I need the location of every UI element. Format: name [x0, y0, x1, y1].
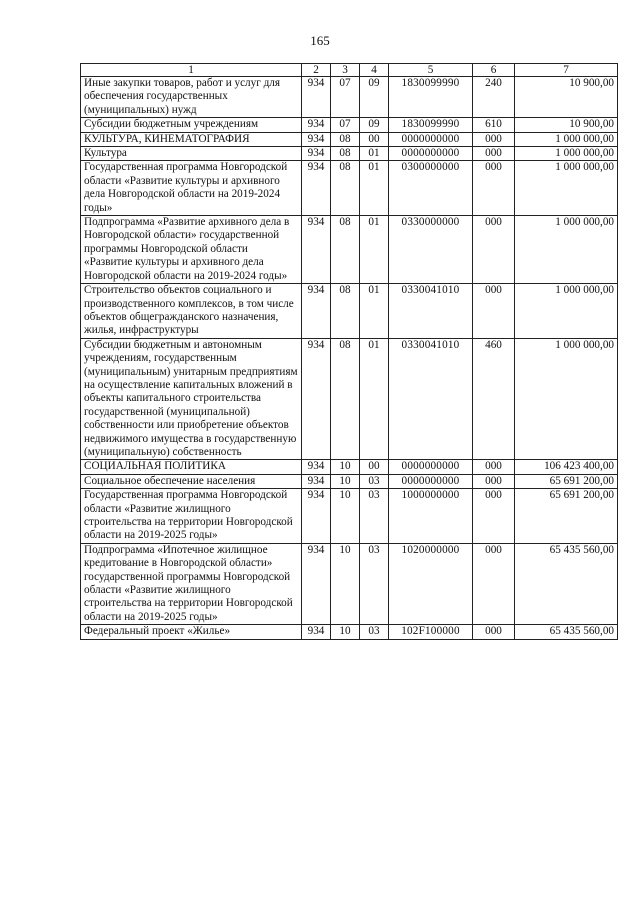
row-section: 10 [331, 543, 360, 624]
table-row [81, 161, 618, 216]
row-ministry-code: 934 [302, 147, 331, 161]
row-expense-type: 000 [473, 147, 515, 161]
row-section: 10 [331, 460, 360, 474]
row-section: 08 [331, 284, 360, 339]
row-name: Подпрограмма «Ипотечное жилищное кредитование в Новгородской области» государственной программы Новгородской области «Развитие жилищного строительства на территории Новгородской области на 2019-2025 годы» [81, 543, 302, 624]
row-expense-type: 000 [473, 132, 515, 146]
row-name: Государственная программа Новгородской области «Развитие жилищного строительства на территории Новгородской области на 2019-2025 годы» [81, 489, 302, 544]
row-subsection: 01 [360, 147, 389, 161]
row-target-article: 0000000000 [389, 132, 473, 146]
row-name: Федеральный проект «Жилье» [81, 625, 302, 639]
table-row [81, 489, 618, 544]
row-ministry-code: 934 [302, 284, 331, 339]
table-row [81, 147, 618, 161]
row-section: 10 [331, 489, 360, 544]
row-name: Государственная программа Новгородской области «Развитие культуры и архивного дела Новгородской области на 2019-2024 годы» [81, 161, 302, 216]
row-subsection: 01 [360, 338, 389, 460]
row-expense-type: 000 [473, 489, 515, 544]
row-target-article: 1830099990 [389, 118, 473, 132]
row-target-article: 1830099990 [389, 77, 473, 118]
row-target-article: 0000000000 [389, 474, 473, 488]
row-subsection: 09 [360, 118, 389, 132]
row-target-article: 0330041010 [389, 338, 473, 460]
row-amount: 10 900,00 [515, 118, 618, 132]
row-ministry-code: 934 [302, 543, 331, 624]
row-expense-type: 000 [473, 543, 515, 624]
row-section: 08 [331, 216, 360, 284]
header-col-1: 1 [81, 64, 302, 77]
row-target-article: 0000000000 [389, 147, 473, 161]
row-amount: 1 000 000,00 [515, 161, 618, 216]
row-name: Культура [81, 147, 302, 161]
table-row [81, 474, 618, 488]
row-amount: 65 691 200,00 [515, 474, 618, 488]
row-subsection: 03 [360, 625, 389, 639]
row-subsection: 03 [360, 474, 389, 488]
row-target-article: 1020000000 [389, 543, 473, 624]
row-section: 07 [331, 118, 360, 132]
row-ministry-code: 934 [302, 161, 331, 216]
row-section: 10 [331, 474, 360, 488]
row-target-article: 1000000000 [389, 489, 473, 544]
row-amount: 1 000 000,00 [515, 147, 618, 161]
row-expense-type: 000 [473, 284, 515, 339]
row-name: КУЛЬТУРА, КИНЕМАТОГРАФИЯ [81, 132, 302, 146]
header-col-3: 3 [331, 64, 360, 77]
row-amount: 1 000 000,00 [515, 216, 618, 284]
row-name: Субсидии бюджетным учреждениям [81, 118, 302, 132]
row-ministry-code: 934 [302, 132, 331, 146]
budget-table [80, 63, 618, 640]
row-amount: 1 000 000,00 [515, 132, 618, 146]
row-ministry-code: 934 [302, 338, 331, 460]
row-subsection: 03 [360, 489, 389, 544]
row-section: 08 [331, 147, 360, 161]
row-target-article: 0000000000 [389, 460, 473, 474]
header-col-6: 6 [473, 64, 515, 77]
row-target-article: 0300000000 [389, 161, 473, 216]
row-target-article: 102F100000 [389, 625, 473, 639]
row-section: 07 [331, 77, 360, 118]
row-amount: 10 900,00 [515, 77, 618, 118]
table-row [81, 118, 618, 132]
row-amount: 65 691 200,00 [515, 489, 618, 544]
row-expense-type: 000 [473, 474, 515, 488]
row-expense-type: 460 [473, 338, 515, 460]
table-row [81, 543, 618, 624]
row-ministry-code: 934 [302, 460, 331, 474]
table-row [81, 338, 618, 460]
row-name: Подпрограмма «Развитие архивного дела в Новгородской области» государственной программы Новгородской области «Развитие культуры и архивного дела Новгородской области на 2019-2024 годы» [81, 216, 302, 284]
row-subsection: 01 [360, 284, 389, 339]
row-section: 08 [331, 338, 360, 460]
row-expense-type: 000 [473, 625, 515, 639]
row-ministry-code: 934 [302, 118, 331, 132]
row-name: Социальное обеспечение населения [81, 474, 302, 488]
row-target-article: 0330041010 [389, 284, 473, 339]
row-subsection: 09 [360, 77, 389, 118]
row-ministry-code: 934 [302, 625, 331, 639]
table-row [81, 284, 618, 339]
row-section: 08 [331, 161, 360, 216]
row-name: Иные закупки товаров, работ и услуг для обеспечения государственных (муниципальных) нужд [81, 77, 302, 118]
row-ministry-code: 934 [302, 216, 331, 284]
row-expense-type: 000 [473, 460, 515, 474]
row-subsection: 00 [360, 460, 389, 474]
table-header-row [81, 64, 618, 77]
row-section: 10 [331, 625, 360, 639]
row-expense-type: 000 [473, 216, 515, 284]
row-subsection: 01 [360, 216, 389, 284]
row-expense-type: 240 [473, 77, 515, 118]
table-row [81, 77, 618, 118]
header-col-4: 4 [360, 64, 389, 77]
row-ministry-code: 934 [302, 474, 331, 488]
row-ministry-code: 934 [302, 489, 331, 544]
header-col-7: 7 [515, 64, 618, 77]
row-expense-type: 610 [473, 118, 515, 132]
header-col-2: 2 [302, 64, 331, 77]
row-subsection: 01 [360, 161, 389, 216]
row-amount: 65 435 560,00 [515, 625, 618, 639]
row-name: СОЦИАЛЬНАЯ ПОЛИТИКА [81, 460, 302, 474]
row-amount: 1 000 000,00 [515, 338, 618, 460]
row-section: 08 [331, 132, 360, 146]
row-name: Строительство объектов социального и производственного комплексов, в том числе объектов общегражданского назначения, жилья, инфраструктуры [81, 284, 302, 339]
row-target-article: 0330000000 [389, 216, 473, 284]
row-amount: 106 423 400,00 [515, 460, 618, 474]
page-number: 165 [310, 33, 330, 48]
row-subsection: 00 [360, 132, 389, 146]
row-ministry-code: 934 [302, 77, 331, 118]
row-amount: 65 435 560,00 [515, 543, 618, 624]
table-row [81, 460, 618, 474]
row-expense-type: 000 [473, 161, 515, 216]
table-row [81, 216, 618, 284]
row-subsection: 03 [360, 543, 389, 624]
table-row [81, 132, 618, 146]
row-amount: 1 000 000,00 [515, 284, 618, 339]
table-row [81, 625, 618, 639]
header-col-5: 5 [389, 64, 473, 77]
row-name: Субсидии бюджетным и автономным учреждениям, государственным (муниципальным) унитарным предприятиям на осуществление капитальных вложений в объекты капитального строительства государственной (муниципальной) собственности или приобретение объектов недвижимого имущества в государственную (муниципальную) собственность [81, 338, 302, 460]
